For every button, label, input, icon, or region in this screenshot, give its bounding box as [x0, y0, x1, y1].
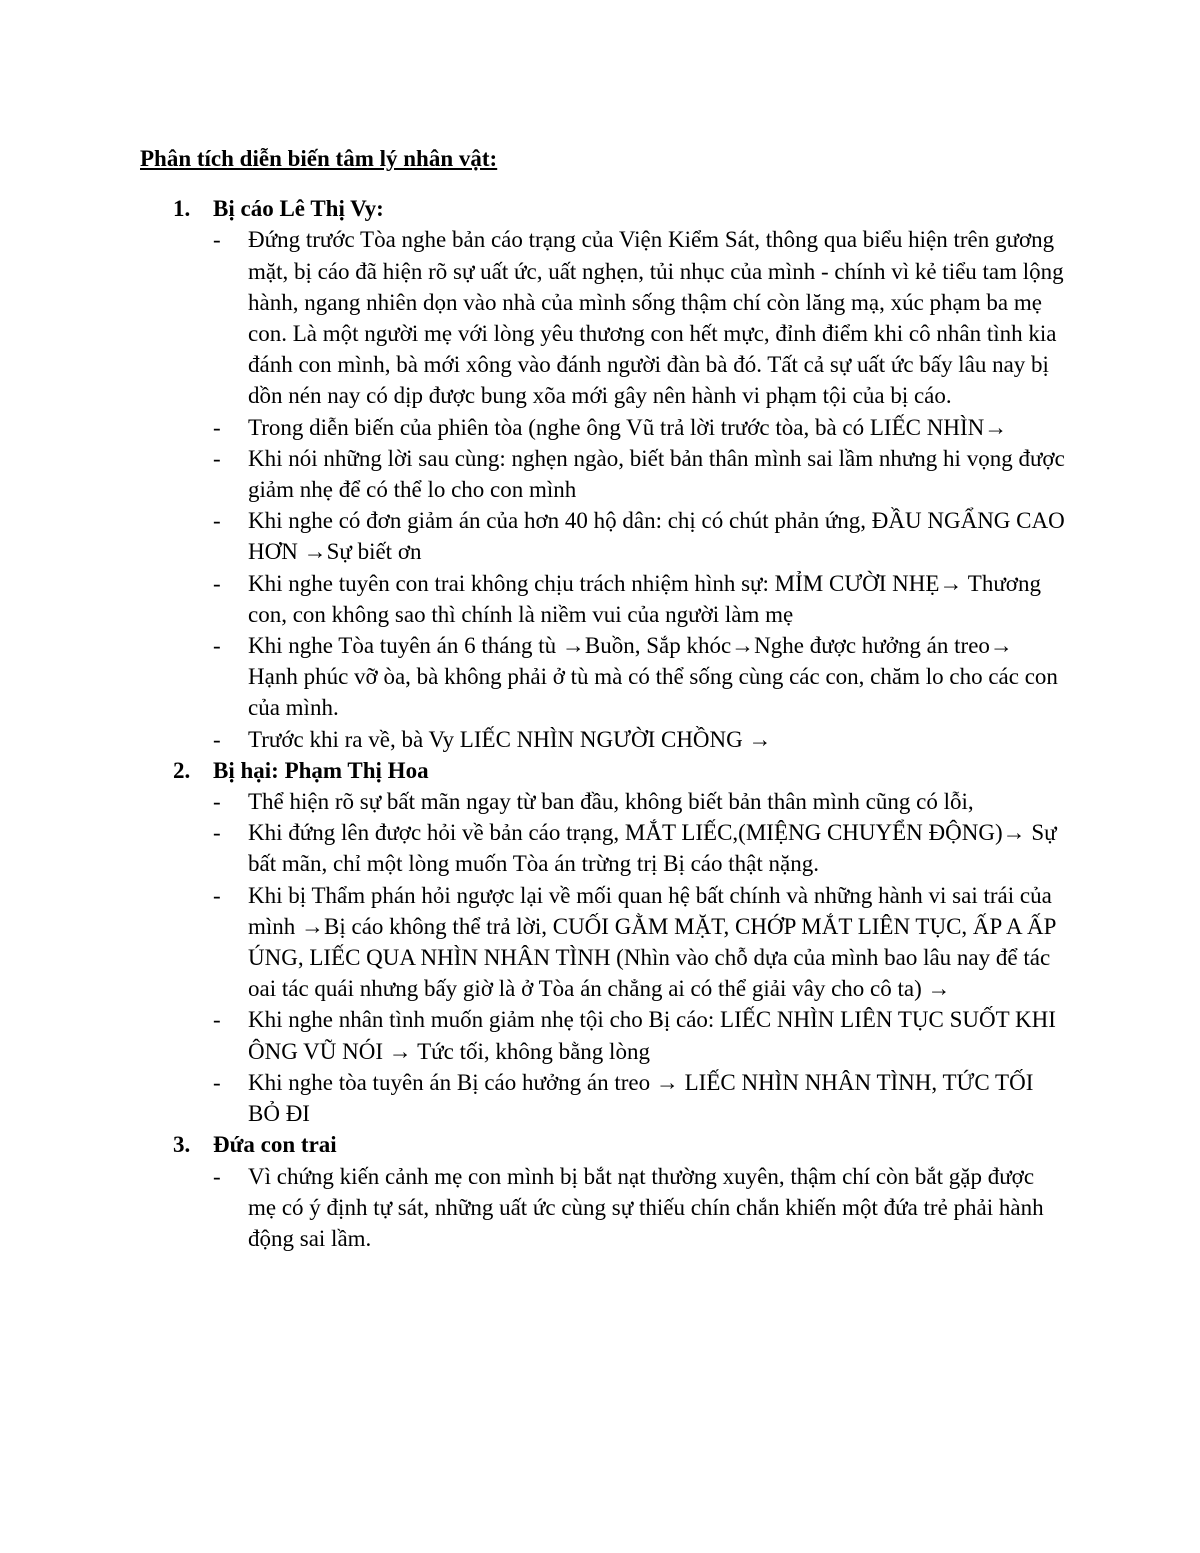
dash-marker: - [213, 633, 221, 659]
list-item [213, 412, 1065, 443]
section-heading: Bị cáo Lê Thị Vy: [213, 196, 384, 222]
bullet-text: Thể hiện rõ sự bất mãn ngay từ ban đầu, không biết bản thân mình cũng có lỗi, [248, 789, 974, 815]
bullet-text: Khi bị Thẩm phán hỏi ngược lại về mối quan hệ bất chính và những hành vi sai trái của mình →Bị cáo không thể trả lời, CUỐI GẰM MẶT, CHỚP MẮT LIÊN TỤC, ẤP A ẤP ÚNG, LIẾC QUA NHÌN NHÂN TÌNH (Nhìn vào chỗ dựa của mình bao lâu nay để tác oai tác quái nhưng bấy giờ là ở Tòa án chẳng ai có thể giải vây cho cô ta) → [248, 882, 1056, 1002]
bullet-text: Trong diễn biến của phiên tòa (nghe ông Vũ trả lời trước tòa, bà có LIẾC NHÌN→ [248, 414, 1008, 440]
bullet-text: Khi nghe nhân tình muốn giảm nhẹ tội cho Bị cáo: LIẾC NHÌN LIÊN TỤC SUỐT KHI ÔNG VŨ NÓI → Tức tối, không bằng lòng [248, 1007, 1056, 1064]
bullet-text: Đứng trước Tòa nghe bản cáo trạng của Viện Kiểm Sát, thông qua biểu hiện trên gương mặt, bị cáo đã hiện rõ sự uất ức, uất nghẹn, tủi nhục của mình - chính vì kẻ tiểu tam lộng hành, ngang nhiên dọn vào nhà của mình sống thậm chí còn lăng mạ, xúc phạm ba mẹ con. Là một người mẹ với lòng yêu thương con hết mực, đỉnh điểm khi cô nhân tình kia đánh con mình, bà mới xông vào đánh người đàn bà đó. Tất cả sự uất ức bấy lâu nay bị dồn nén nay có dịp được bung xõa mới gây nên hành vi phạm tội của bị cáo. [248, 227, 1064, 409]
list-item [213, 443, 1065, 505]
dash-marker: - [213, 789, 221, 815]
dash-marker: - [213, 820, 221, 846]
list-item [213, 786, 1065, 817]
dash-marker: - [213, 1163, 221, 1189]
list-item [213, 724, 1065, 755]
bullet-text: Khi nói những lời sau cùng: nghẹn ngào, biết bản thân mình sai lầm nhưng hi vọng được giảm nhẹ để có thể lo cho con mình [248, 445, 1065, 503]
bullet-text: Vì chứng kiến cảnh mẹ con mình bị bắt nạt thường xuyên, thậm chí còn bắt gặp được mẹ có ý định tự sát, những uất ức cùng sự thiếu chín chắn khiến một đứa trẻ phải hành động sai lầm. [248, 1163, 1044, 1251]
document-content [140, 143, 1065, 1254]
section-son [140, 1129, 1065, 1254]
section-heading: Đứa con trai [213, 1132, 337, 1158]
dash-marker: - [213, 1069, 221, 1095]
list-item [213, 1004, 1065, 1066]
section-defendant [140, 193, 1065, 755]
bullet-text: Khi đứng lên được hỏi về bản cáo trạng, MẮT LIẾC,(MIỆNG CHUYỂN ĐỘNG)→ Sự bất mãn, chỉ một lòng muốn Tòa án trừng trị Bị cáo thật nặng. [248, 820, 1057, 877]
dash-marker: - [213, 882, 221, 908]
section-heading: Bị hại: Phạm Thị Hoa [213, 757, 429, 783]
list-item [213, 568, 1065, 630]
bullet-text: Khi nghe có đơn giảm án của hơn 40 hộ dân: chị có chút phản ứng, ĐẦU NGẨNG CAO HƠN →Sự biết ơn [248, 508, 1065, 565]
list-item [213, 817, 1065, 879]
bullet-text: Trước khi ra về, bà Vy LIẾC NHÌN NGƯỜI CHỒNG → [248, 726, 772, 752]
section-list [140, 193, 1065, 1254]
dash-marker: - [213, 508, 221, 534]
bullet-text: Khi nghe tòa tuyên án Bị cáo hưởng án treo → LIẾC NHÌN NHÂN TÌNH, TỨC TỐI BỎ ĐI [248, 1069, 1034, 1127]
section-number: 2. [173, 757, 191, 783]
section-victim [140, 755, 1065, 1129]
bullet-list [213, 786, 1065, 1129]
dash-marker: - [213, 1007, 221, 1033]
list-item [213, 630, 1065, 724]
section-number: 1. [173, 196, 191, 222]
list-item [213, 505, 1065, 567]
dash-marker: - [213, 570, 221, 596]
document-title: Phân tích diễn biến tâm lý nhân vật: [140, 146, 498, 171]
list-item [213, 224, 1065, 411]
list-item [213, 880, 1065, 1005]
bullet-list [213, 1161, 1065, 1255]
section-number: 3. [173, 1132, 191, 1158]
bullet-list [213, 224, 1065, 754]
dash-marker: - [213, 726, 221, 752]
list-item [213, 1067, 1065, 1129]
bullet-text: Khi nghe Tòa tuyên án 6 tháng tù →Buồn, Sắp khóc→Nghe được hưởng án treo→ Hạnh phúc vỡ òa, bà không phải ở tù mà có thể sống cùng các con, chăm lo cho các con của mình. [248, 633, 1058, 721]
dash-marker: - [213, 445, 221, 471]
dash-marker: - [213, 414, 221, 440]
bullet-text: Khi nghe tuyên con trai không chịu trách nhiệm hình sự: MỈM CƯỜI NHẸ→ Thương con, con không sao thì chính là niềm vui của người làm mẹ [248, 570, 1041, 627]
list-item [213, 1161, 1065, 1255]
dash-marker: - [213, 227, 221, 253]
